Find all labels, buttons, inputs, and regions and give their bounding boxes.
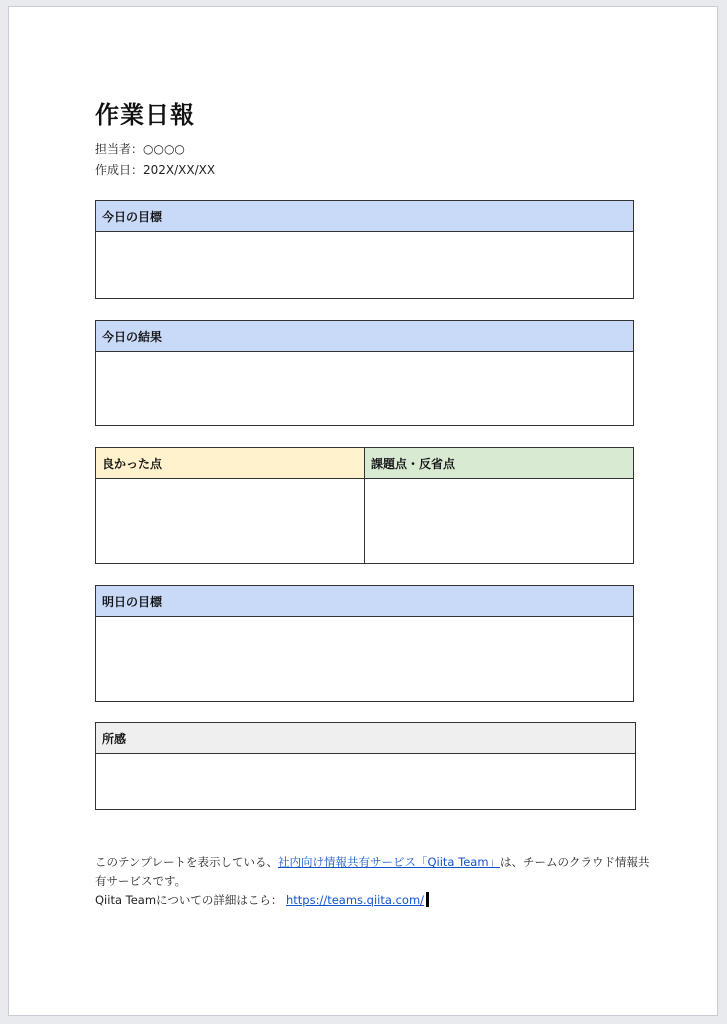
today-goal-cell[interactable] [96,232,634,299]
tomorrow-goal-header: 明日の目標 [96,586,634,617]
review-table [95,447,634,564]
impressions-cell[interactable] [96,754,636,810]
text-cursor [426,892,429,907]
qiita-team-link[interactable]: 社内向け情報共有サービス「Qiita Team」 [277,855,501,869]
today-result-header: 今日の結果 [96,321,634,352]
assignee-line: 担当者：○○○○ [95,142,185,156]
good-points-cell[interactable] [96,479,365,564]
footer-note [95,853,655,910]
today-result-cell[interactable] [96,352,634,426]
issues-cell[interactable] [365,479,634,564]
tomorrow-goal-cell[interactable] [96,617,634,702]
footer-line-2 [95,891,655,910]
footer-line1-prefix: このテンプレートを表示している、 [95,855,278,869]
footer-line2-prefix: Qiita Teamについての詳細はこら： [95,893,283,907]
tomorrow-goal-table [95,585,634,702]
document-title: 作業日報 [95,101,195,129]
today-goal-table [95,200,634,299]
today-result-table [95,320,634,426]
footer-line-1 [95,853,655,891]
impressions-header: 所感 [96,723,636,754]
good-points-header: 良かった点 [96,448,365,479]
impressions-table [95,722,636,810]
issues-header: 課題点・反省点 [365,448,634,479]
document-page [8,6,718,1016]
created-date-line: 作成日：202X/XX/XX [95,163,216,177]
teams-url-link[interactable]: https://teams.qiita.com/ [285,893,425,907]
today-goal-header: 今日の目標 [96,201,634,232]
footer-line1-suffix: は、チームのクラウド情報共有サービスです。 [95,855,650,888]
